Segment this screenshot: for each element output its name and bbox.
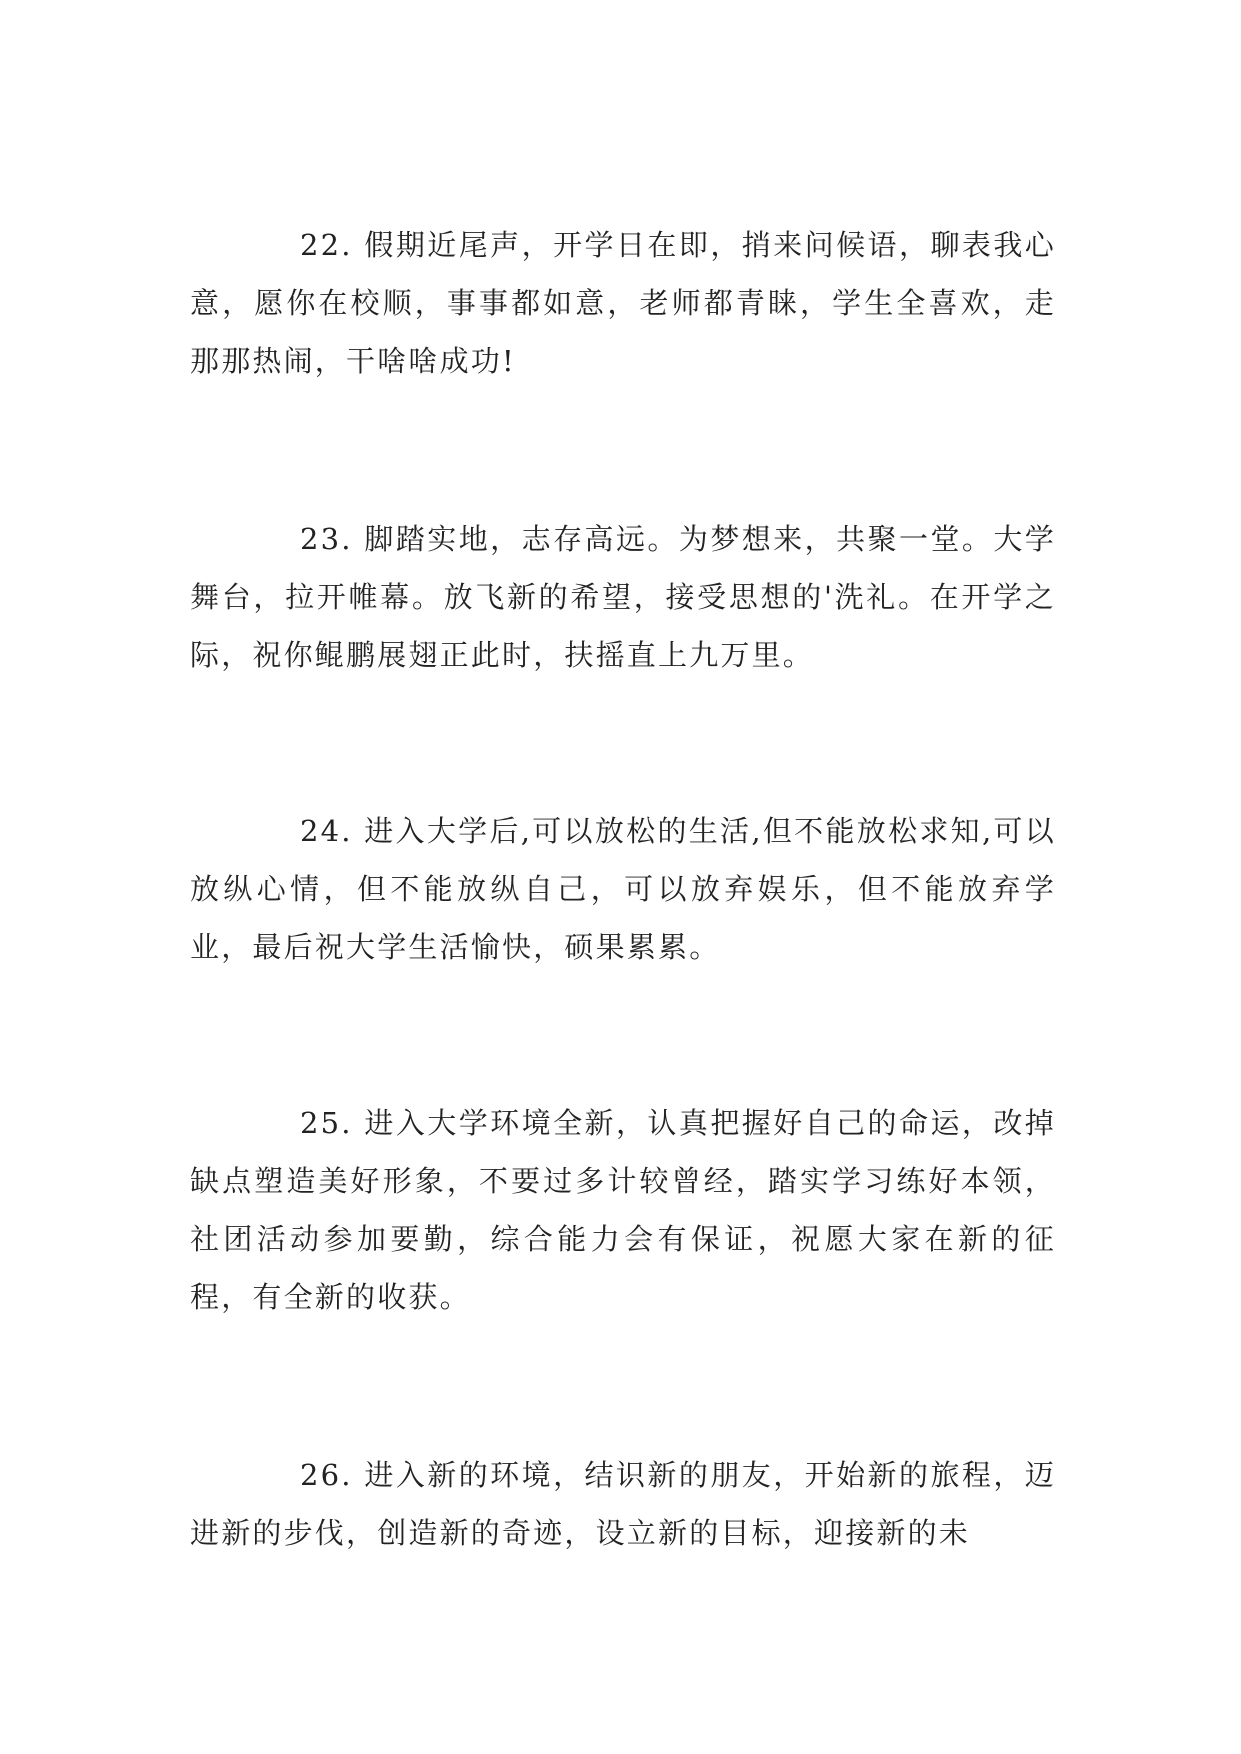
paragraph-25: 25. 进入大学环境全新，认真把握好自己的命运，改掉缺点塑造美好形象，不要过多计较曾经，踏实学习练好本领，社团活动参加要勤，综合能力会有保证，祝愿大家在新的征程，有全新的收获。 xyxy=(190,1106,1056,1314)
paragraph-23: 23. 脚踏实地，志存高远。为梦想来，共聚一堂。大学舞台，拉开帷幕。放飞新的希望，接受思想的'洗礼。在开学之际，祝你鲲鹏展翅正此时，扶摇直上九万里。 xyxy=(190,522,1056,672)
paragraph-24: 24. 进入大学后,可以放松的生活,但不能放松求知,可以放纵心情，但不能放纵自己，可以放弃娱乐，但不能放弃学业，最后祝大学生活愉快，硕果累累。 xyxy=(190,814,1056,964)
paragraph-26: 26. 进入新的环境，结识新的朋友，开始新的旅程，迈进新的步伐，创造新的奇迹，设立新的目标，迎接新的未 xyxy=(190,1458,1056,1550)
paragraph-22: 22. 假期近尾声，开学日在即，捎来问候语，聊表我心意，愿你在校顺，事事都如意，老师都青睐，学生全喜欢，走那那热闹，干啥啥成功! xyxy=(190,228,1056,378)
